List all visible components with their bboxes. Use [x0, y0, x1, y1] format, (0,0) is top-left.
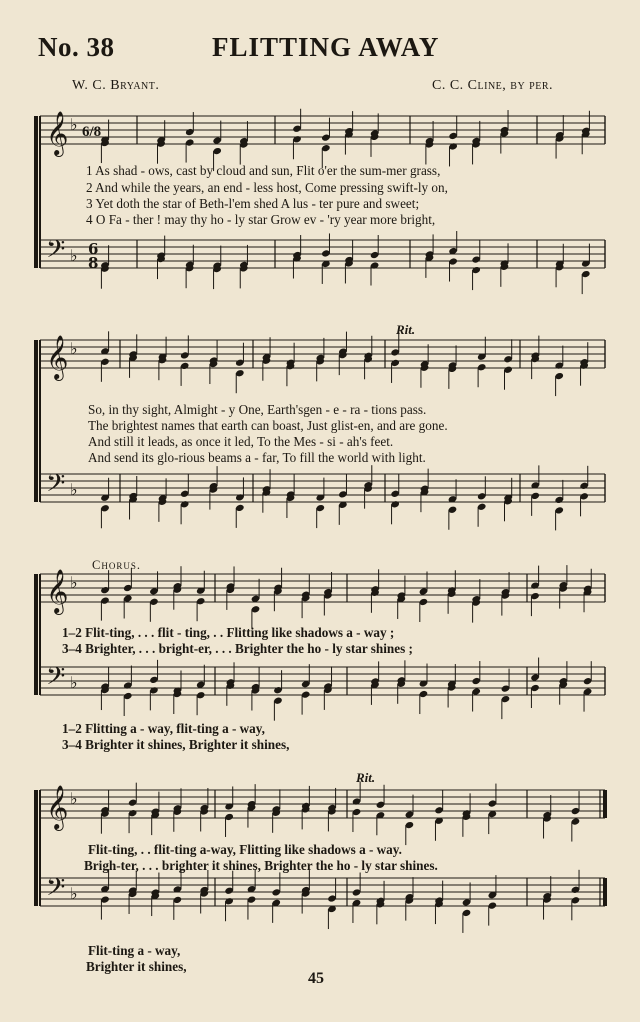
treble-clef: 𝄞: [46, 785, 69, 829]
treble-clef: 𝄞: [46, 335, 69, 379]
treble-clef: 𝄞: [46, 569, 69, 613]
treble-clef: 𝄞: [46, 111, 69, 155]
key-flat: ♭: [70, 884, 78, 903]
bass-clef: 𝄢: [46, 469, 66, 504]
chorus-line: Brigh-ter, . . . brighter it shines, Brighter the ho - ly star shines.: [84, 858, 438, 873]
ritardando-marking: Rit.: [396, 322, 416, 337]
time-signature-bass: 8: [88, 254, 99, 272]
key-flat: ♭: [70, 573, 78, 592]
verse-line: And send its glo-rious beams a - far, To fill the world with light.: [88, 450, 426, 465]
key-flat: ♭: [70, 339, 78, 358]
chorus-line: 1–2 Flitting a - way, flit-ting a - way,: [62, 721, 265, 736]
chorus-line: Brighter it shines,: [86, 959, 187, 974]
bass-clef: 𝄢: [46, 873, 66, 908]
page-number: 45: [308, 970, 324, 987]
verse-line: And still it leads, as once it led, To the Mes - si - ah's feet.: [88, 434, 394, 449]
key-flat: ♭: [70, 480, 78, 499]
bass-clef: 𝄢: [46, 662, 66, 697]
bass-clef: 𝄢: [46, 235, 66, 270]
verse-line: The brightest names that earth can boast, Just glist-en, and are gone.: [88, 418, 448, 433]
composer-credit: C. C. Cline, by per.: [432, 78, 554, 93]
key-flat: ♭: [70, 789, 78, 808]
chorus-line: 3–4 Brighter it shines, Brighter it shines,: [62, 737, 290, 752]
chorus-line: Flit-ting, . . flit-ting a-way, Flitting like shadows a - way.: [88, 842, 402, 857]
time-signature-bass: 6: [88, 240, 99, 258]
verse-line: 2 And while the years, an end - less host, Come pressing swift-ly on,: [86, 180, 448, 195]
key-flat: ♭: [70, 246, 78, 265]
chorus-line: 1–2 Flit-ting, . . . flit - ting, . . Flitting like shadows a - way ;: [62, 625, 395, 640]
key-flat: ♭: [70, 673, 78, 692]
lyricist-credit: W. C. Bryant.: [72, 78, 160, 93]
verse-line: 1 As shad - ows, cast by cloud and sun, Flit o'er the sum-mer grass,: [86, 163, 441, 178]
verse-line: 4 O Fa - ther ! may thy ho - ly star Grow ev - 'ry year more bright,: [86, 212, 436, 227]
chorus-line: 3–4 Brighter, . . . bright-er, . . . Brighter the ho - ly star shines ;: [62, 641, 413, 656]
time-signature: 6/8: [82, 124, 102, 140]
chorus-line: Flit-ting a - way,: [88, 943, 181, 958]
hymn-number: No. 38: [38, 32, 115, 62]
key-flat: ♭: [70, 115, 78, 134]
verse-line: 3 Yet doth the star of Beth-l'em shed A lus - ter pure and sweet;: [86, 196, 420, 211]
hymn-title: FLITTING AWAY: [212, 32, 440, 62]
verse-line: So, in thy sight, Almight - y One, Earth'sgen - e - ra - tions pass.: [88, 402, 427, 417]
chorus-label: Chorus.: [92, 558, 141, 572]
ritardando-marking: Rit.: [356, 770, 376, 785]
